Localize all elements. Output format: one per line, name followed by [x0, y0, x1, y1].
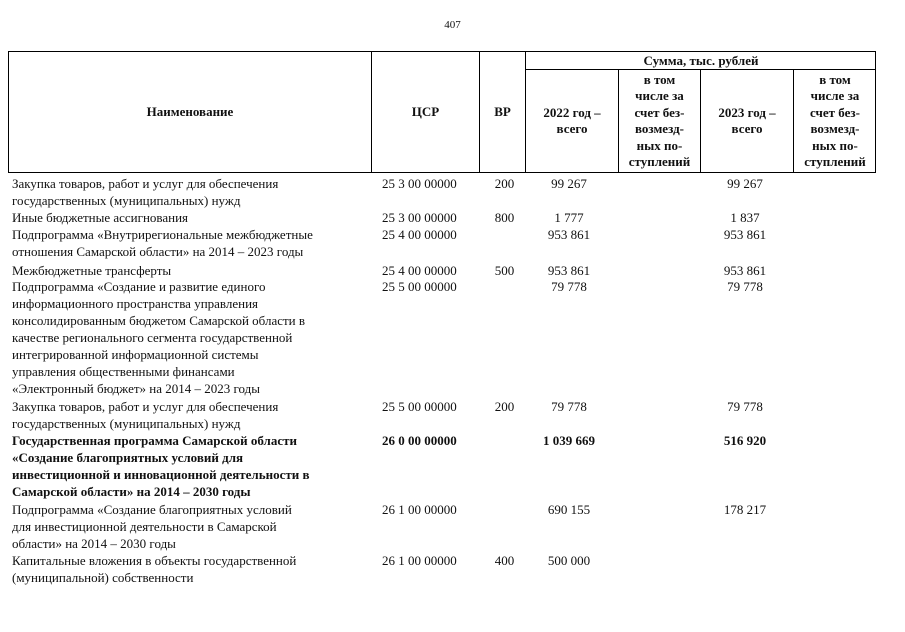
header-vr: ВР: [479, 52, 525, 172]
header-sum-title: Сумма, тыс. рублей: [525, 52, 876, 70]
row-2023-total: 79 778: [727, 279, 763, 294]
row-csr: 25 3 00 00000: [382, 176, 457, 191]
row-2022-total: 500 000: [547, 553, 591, 568]
row-2022-total: 99 267: [551, 176, 587, 191]
row-csr: 25 3 00 00000: [382, 210, 457, 225]
row-csr: 25 4 00 00000: [382, 263, 457, 278]
row-csr: 25 5 00 00000: [382, 279, 457, 294]
row-2023-total: 953 861: [723, 263, 767, 278]
row-2022-total: 1 777: [554, 210, 584, 225]
row-2022-total: 953 861: [547, 227, 591, 242]
row-csr: 25 5 00 00000: [382, 399, 457, 414]
row-vr: 800: [494, 210, 515, 225]
row-2022-total: 953 861: [547, 263, 591, 278]
row-csr: 26 0 00 00000: [382, 433, 457, 448]
row-2022-total: 1 039 669: [543, 433, 595, 448]
row-2022-total: 79 778: [551, 279, 587, 294]
header-2022-incl: в том числе за счет без- возмезд- ных по- ступлений: [618, 70, 700, 172]
header-name: Наименование: [146, 103, 234, 119]
row-name: Капитальные вложения в объекты государственной (муниципальной) собственности: [12, 553, 297, 585]
row-csr: 26 1 00 00000: [382, 502, 457, 517]
row-vr: 200: [494, 176, 515, 191]
row-vr: 500: [494, 263, 515, 278]
row-2023-total: 516 920: [723, 433, 767, 448]
row-name: Закупка товаров, работ и услуг для обеспечения государственных (муниципальных) нужд: [12, 399, 279, 431]
row-name: Государственная программа Самарской области «Создание благоприятных условий для инвестиционной и инновационной деятельности в Самарской области» на 2014 – 2030 годы: [12, 433, 310, 499]
row-name: Подпрограмма «Создание благоприятных условий для инвестиционной деятельности в Самарской области» на 2014 – 2030 годы: [12, 502, 292, 551]
table-header: [8, 51, 876, 173]
header-csr: ЦСР: [371, 52, 479, 172]
row-name: Иные бюджетные ассигнования: [12, 210, 189, 225]
row-2023-total: 178 217: [723, 502, 767, 517]
row-2023-total: 953 861: [723, 227, 767, 242]
header-2023-incl: в том числе за счет без- возмезд- ных по- ступлений: [793, 70, 876, 172]
row-2023-total: 1 837: [730, 210, 760, 225]
row-csr: 25 4 00 00000: [382, 227, 457, 242]
row-csr: 26 1 00 00000: [382, 553, 457, 568]
header-2022-total: 2022 год – всего: [525, 70, 618, 172]
row-name: Подпрограмма «Внутрирегиональные межбюджетные отношения Самарской области» на 2014 – 2023 годы: [12, 227, 313, 259]
row-2022-total: 79 778: [551, 399, 587, 414]
page-number: 407: [444, 19, 461, 31]
row-name: Закупка товаров, работ и услуг для обеспечения государственных (муниципальных) нужд: [12, 176, 279, 208]
row-vr: 200: [494, 399, 515, 414]
row-vr: 400: [494, 553, 515, 568]
header-2023-total: 2023 год – всего: [700, 70, 793, 172]
row-2023-total: 99 267: [727, 176, 763, 191]
row-2022-total: 690 155: [547, 502, 591, 517]
row-name: Межбюджетные трансферты: [12, 263, 172, 278]
row-name: Подпрограмма «Создание и развитие единого информационного пространства управления консолидированным бюджетом Самарской области в качестве регионального сегмента государственной интегрированной информационной системы управления общественными финансами «Электронный бюджет» на 2014 – 2023 годы: [12, 279, 306, 396]
row-2023-total: 79 778: [727, 399, 763, 414]
